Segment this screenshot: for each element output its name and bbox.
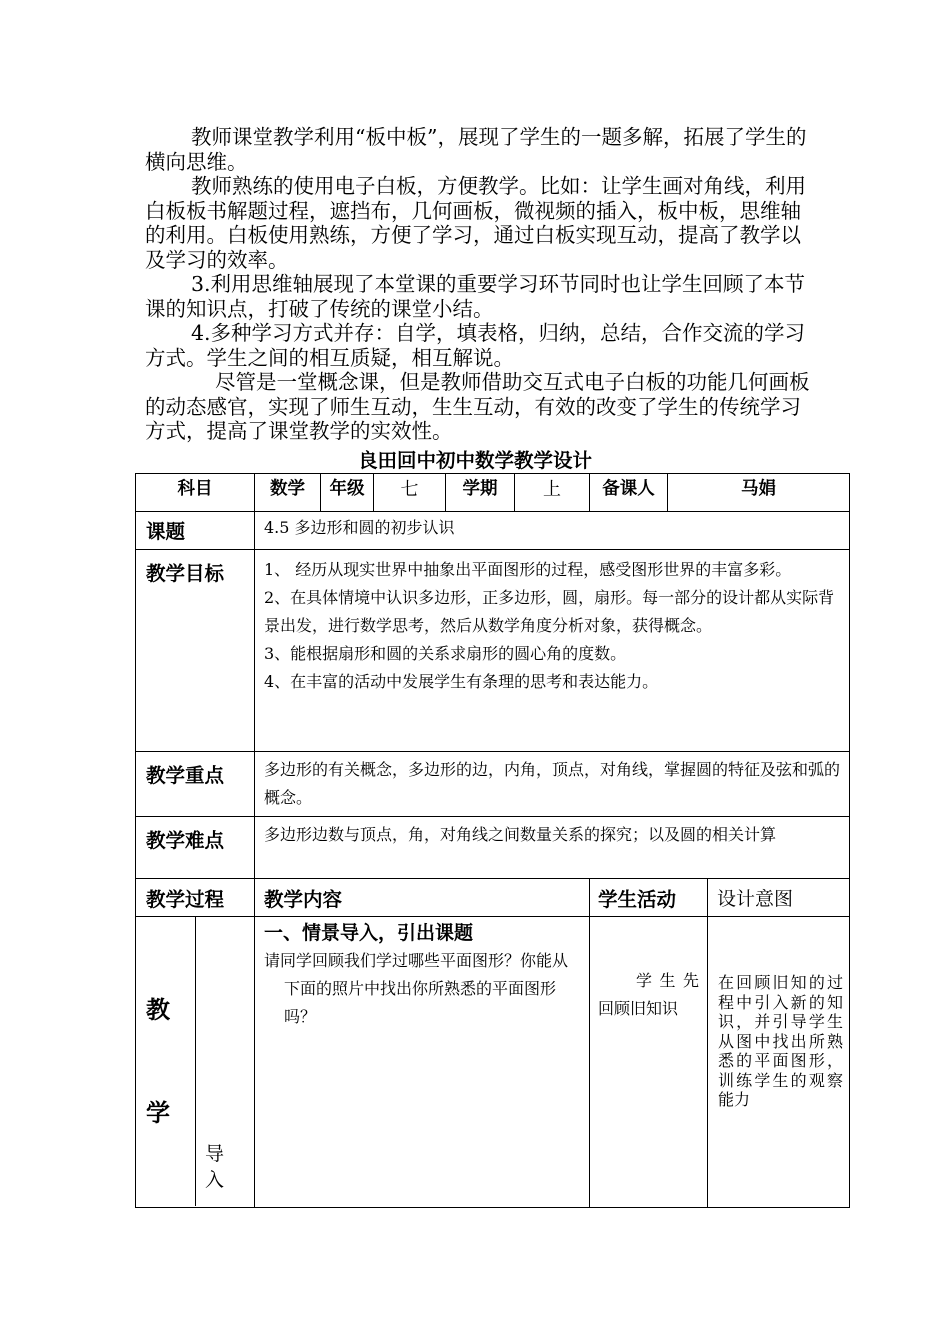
intro-paragraph-5: 尽管是一堂概念课，但是教师借助交互式电子白板的功能几何画板的动态感官，实现了师生互动，生生互动，有效的改变了学生的传统学习方式，提高了课堂教学的实效性。 (145, 370, 810, 443)
difficult-row (136, 817, 850, 879)
side-char-teach: 教 (146, 996, 170, 1024)
intro-paragraph-1: 教师课堂教学利用“板中板”，展现了学生的一题多解，拓展了学生的横向思维。 (145, 125, 807, 174)
subject-value: 数学 (255, 474, 321, 512)
intent-text: 在回顾旧知的过程中引入新的知识，并引导学生从图中找出所熟悉的平面图形，训练学生的观察能力 (708, 917, 850, 1208)
goal-item: 3、能根据扇形和圆的关系求扇形的圆心角的度数。 (264, 644, 627, 663)
intro-stage-row (136, 917, 850, 1208)
process-header-row (136, 879, 850, 917)
topic-row (136, 512, 850, 550)
term-label: 学期 (446, 474, 515, 512)
lesson-plan-table (135, 473, 850, 1208)
intro-text (145, 125, 810, 444)
header-row (136, 474, 850, 512)
content-cell (255, 917, 590, 1208)
goal-item: 1、 经历从现实世界中抽象出平面图形的过程，感受图形世界的丰富多彩。 (264, 560, 792, 579)
stage-char-2: 入 (205, 1169, 225, 1191)
goals-list (255, 550, 850, 752)
term-value: 上 (515, 474, 590, 512)
key-value: 多边形的有关概念，多边形的边，内角，顶点，对角线，掌握圆的特征及弦和弧的概念。 (255, 752, 850, 817)
goals-row (136, 550, 850, 752)
preparer-label: 备课人 (590, 474, 668, 512)
topic-value: 4.5 多边形和圆的初步认识 (255, 512, 850, 550)
process-side-cell (136, 917, 255, 1208)
section-text: 请同学回顾我们学过哪些平面图形？你能从下面的照片中找出你所熟悉的平面图形吗？ (264, 951, 569, 1026)
grade-label: 年级 (321, 474, 374, 512)
document-title: 良田回中初中数学教学设计 (357, 449, 592, 472)
goals-label: 教学目标 (136, 550, 255, 752)
activity-text: 学生先回顾旧知识 (590, 917, 708, 1208)
subject-label: 科目 (136, 474, 255, 512)
intent-label: 设计意图 (708, 879, 850, 917)
goal-item: 4、在丰富的活动中发展学生有条理的思考和表达能力。 (264, 672, 659, 691)
preparer-value: 马娟 (668, 474, 850, 512)
key-row (136, 752, 850, 817)
section-title: 一、情景导入，引出课题 (264, 922, 474, 944)
key-label: 教学重点 (136, 752, 255, 817)
grade-value: 七 (374, 474, 446, 512)
topic-label: 课题 (136, 512, 255, 550)
intro-paragraph-4: 4.多种学习方式并存：自学，填表格，归纳，总结，合作交流的学习方式。学生之间的相互质疑，相互解说。 (145, 321, 806, 370)
difficult-value: 多边形边数与顶点，角，对角线之间数量关系的探究；以及圆的相关计算 (255, 817, 850, 879)
side-char-learn: 学 (146, 1099, 170, 1127)
difficult-label: 教学难点 (136, 817, 255, 879)
process-label: 教学过程 (136, 879, 255, 917)
goal-item: 2、在具体情境中认识多边形，正多边形，圆，扇形。每一部分的设计都从实际背景出发，进行数学思考，然后从数学角度分析对象，获得概念。 (264, 588, 835, 635)
stage-char-1: 导 (205, 1143, 225, 1165)
content-label: 教学内容 (255, 879, 590, 917)
intro-paragraph-3: 3.利用思维轴展现了本堂课的重要学习环节同时也让学生回顾了本节课的知识点，打破了传统的课堂小结。 (145, 272, 806, 321)
intro-paragraph-2: 教师熟练的使用电子白板，方便教学。比如：让学生画对角线，利用白板板书解题过程，遮挡布，几何画板，微视频的插入，板中板，思维轴的利用。白板使用熟练，方便了学习，通过白板实现互动，提高了教学以及学习的效率。 (145, 174, 806, 272)
activity-label: 学生活动 (590, 879, 708, 917)
